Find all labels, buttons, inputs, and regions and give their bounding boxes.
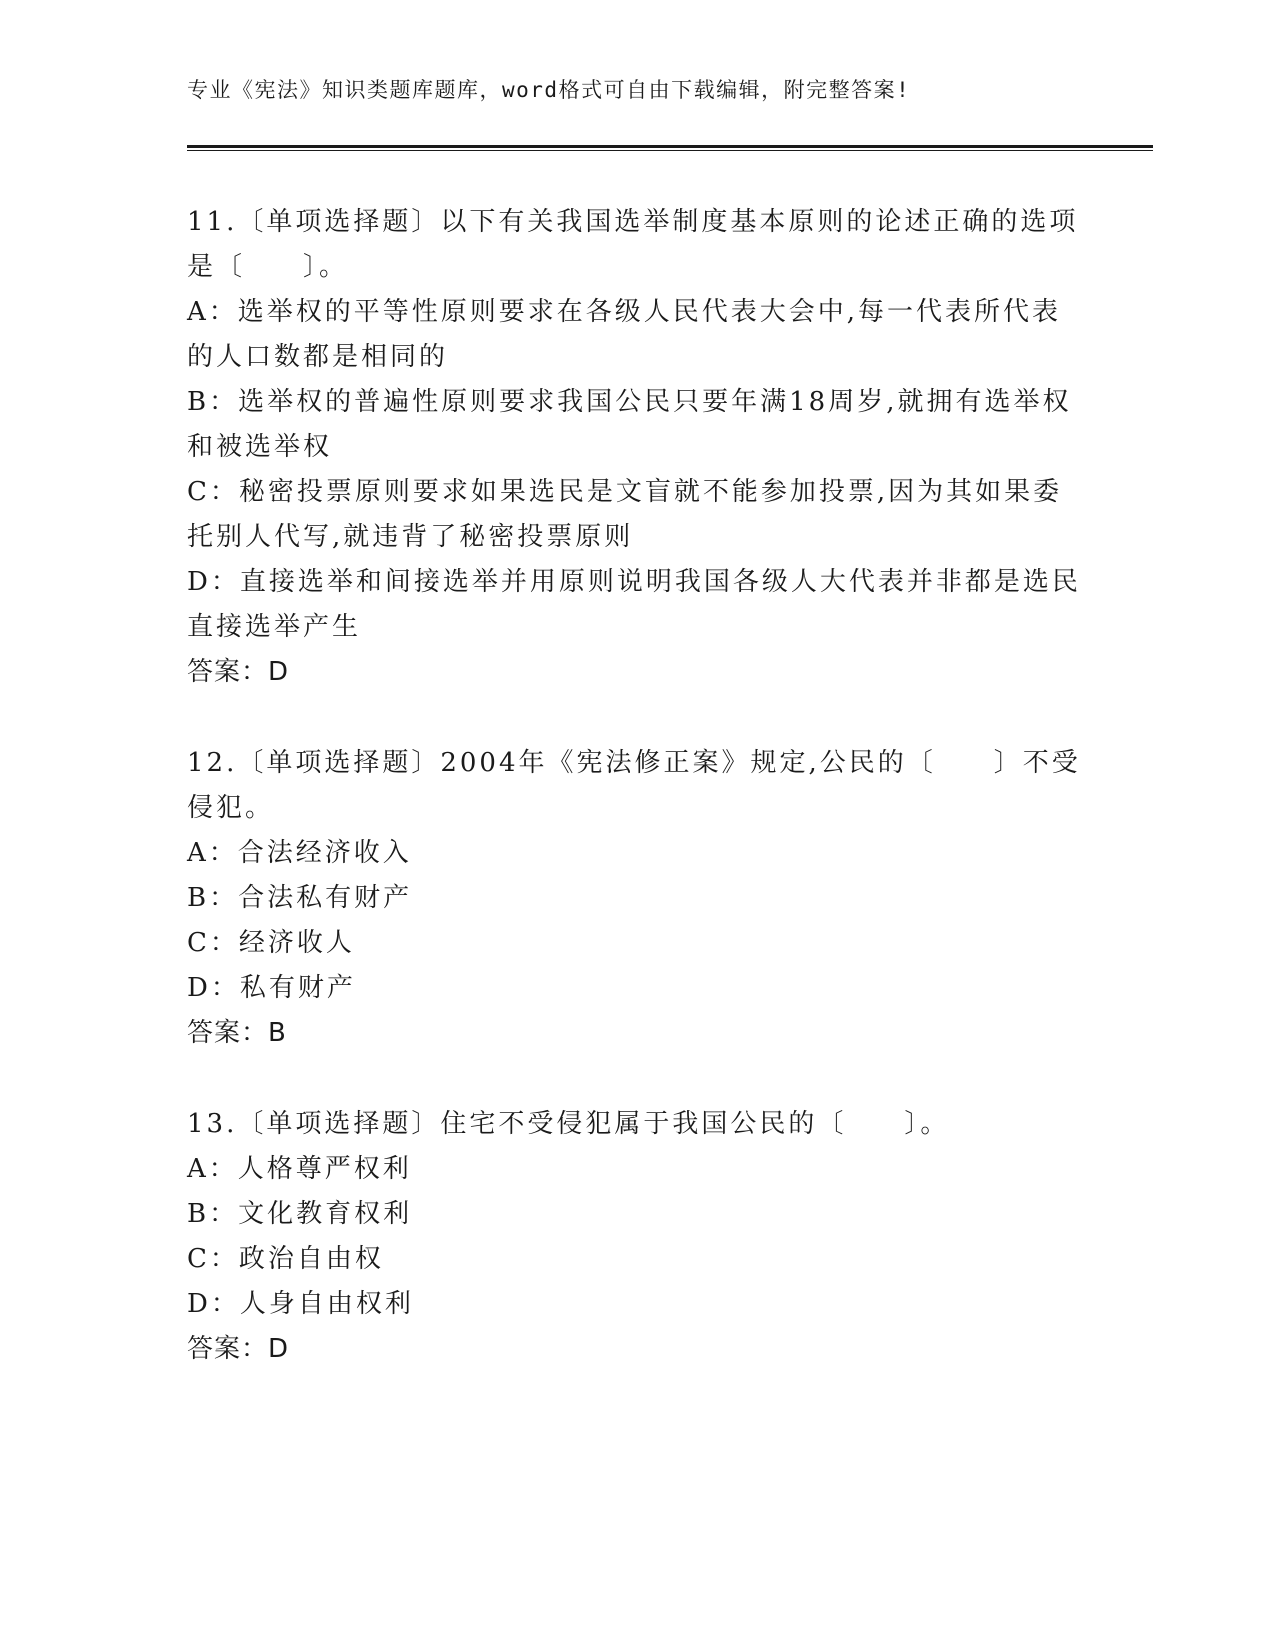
option-d: D：私有财产 bbox=[187, 973, 356, 1003]
option-b: B：合法私有财产 bbox=[187, 883, 413, 913]
question-11 bbox=[187, 200, 1087, 695]
header-divider bbox=[187, 145, 1153, 151]
question-12 bbox=[187, 741, 1087, 1056]
option-d: D：直接选举和间接选举并用原则说明我国各级人大代表并非都是选民直接选举产生 bbox=[187, 567, 1081, 642]
option-c: C：经济收人 bbox=[187, 928, 355, 958]
answer-line: 答案：D bbox=[187, 657, 290, 687]
option-b: B：文化教育权利 bbox=[187, 1199, 413, 1229]
option-d: D：人身自由权利 bbox=[187, 1289, 414, 1319]
page-header: 专业《宪法》知识类题库题库，word格式可自由下载编辑，附完整答案! bbox=[187, 78, 911, 102]
option-a: A：选举权的平等性原则要求在各级人民代表大会中,每一代表所代表的人口数都是相同的 bbox=[187, 297, 1062, 372]
option-a: A：合法经济收入 bbox=[187, 838, 412, 868]
option-c: C：秘密投票原则要求如果选民是文盲就不能参加投票,因为其如果委托别人代写,就违背了秘密投票原则 bbox=[187, 477, 1063, 552]
question-13 bbox=[187, 1102, 1087, 1372]
answer-line: 答案：D bbox=[187, 1334, 290, 1364]
question-stem: 12.〔单项选择题〕2004年《宪法修正案》规定,公民的〔 〕不受侵犯。 bbox=[187, 748, 1081, 823]
option-b: B：选举权的普遍性原则要求我国公民只要年满18周岁,就拥有选举权和被选举权 bbox=[187, 387, 1072, 462]
option-a: A：人格尊严权利 bbox=[187, 1154, 412, 1184]
question-stem: 11.〔单项选择题〕以下有关我国选举制度基本原则的论述正确的选项是〔 〕。 bbox=[187, 207, 1079, 282]
answer-line: 答案：B bbox=[187, 1018, 287, 1048]
question-stem: 13.〔单项选择题〕住宅不受侵犯属于我国公民的〔 〕。 bbox=[187, 1109, 950, 1139]
option-c: C：政治自由权 bbox=[187, 1244, 384, 1274]
question-list bbox=[187, 200, 1087, 1418]
